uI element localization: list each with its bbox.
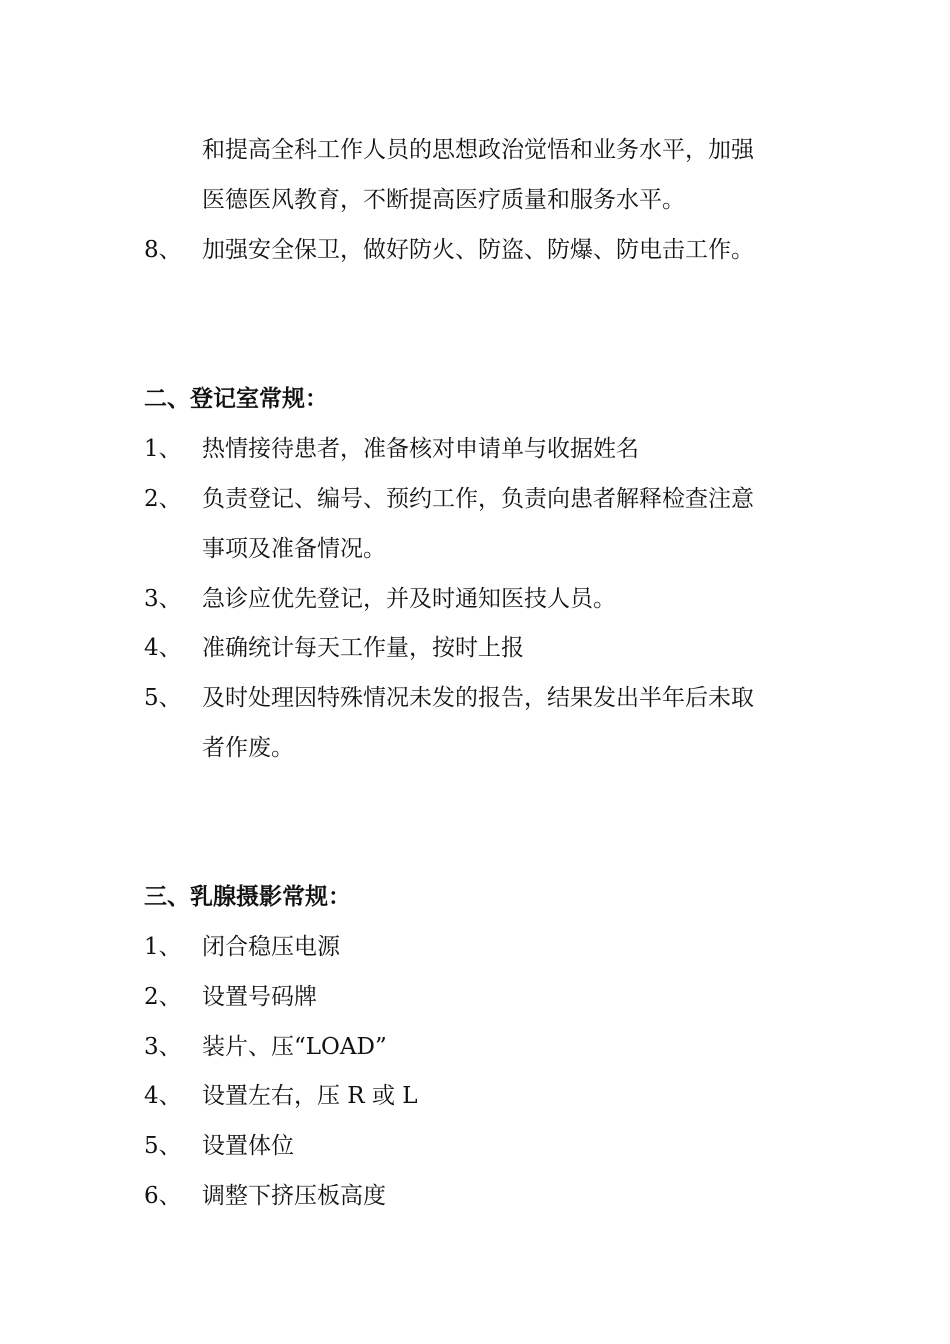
item-number: 3、 [144, 1034, 182, 1060]
item-text: 加强安全保卫，做好防火、防盗、防爆、防电击工作。 [202, 237, 754, 263]
item-number: 1、 [144, 436, 182, 462]
section-heading-mammography: 三、乳腺摄影常规： [144, 883, 351, 910]
section-heading-registration: 二、登记室常规： [144, 385, 328, 412]
item-number: 6、 [144, 1183, 182, 1209]
continuation-line-2: 医德医风教育，不断提高医疗质量和服务水平。 [202, 187, 685, 213]
item-text: 设置体位 [202, 1133, 294, 1159]
continuation-line-1: 和提高全科工作人员的思想政治觉悟和业务水平，加强 [202, 137, 754, 163]
item-number: 3、 [144, 586, 182, 612]
item-text-continued: 事项及准备情况。 [202, 536, 386, 562]
item-text: 装片、压“LOAD” [202, 1034, 387, 1060]
item-text: 设置左右，压 R 或 L [202, 1083, 418, 1109]
item-text: 准确统计每天工作量，按时上报 [202, 635, 524, 661]
item-text: 闭合稳压电源 [202, 934, 340, 960]
item-text: 热情接待患者，准备核对申请单与收据姓名 [202, 436, 639, 462]
item-number: 5、 [144, 1133, 182, 1159]
item-text: 及时处理因特殊情况未发的报告，结果发出半年后未取 [202, 685, 754, 711]
item-number: 2、 [144, 486, 182, 512]
item-number: 5、 [144, 685, 182, 711]
item-text-continued: 者作废。 [202, 735, 294, 761]
item-text: 负责登记、编号、预约工作，负责向患者解释检查注意 [202, 486, 754, 512]
item-text: 调整下挤压板高度 [202, 1183, 386, 1209]
item-number: 4、 [144, 635, 182, 661]
item-text: 急诊应优先登记，并及时通知医技人员。 [202, 586, 616, 612]
item-number: 2、 [144, 984, 182, 1010]
item-number: 8、 [144, 237, 182, 263]
item-text: 设置号码牌 [202, 984, 317, 1010]
item-number: 4、 [144, 1083, 182, 1109]
item-number: 1、 [144, 934, 182, 960]
